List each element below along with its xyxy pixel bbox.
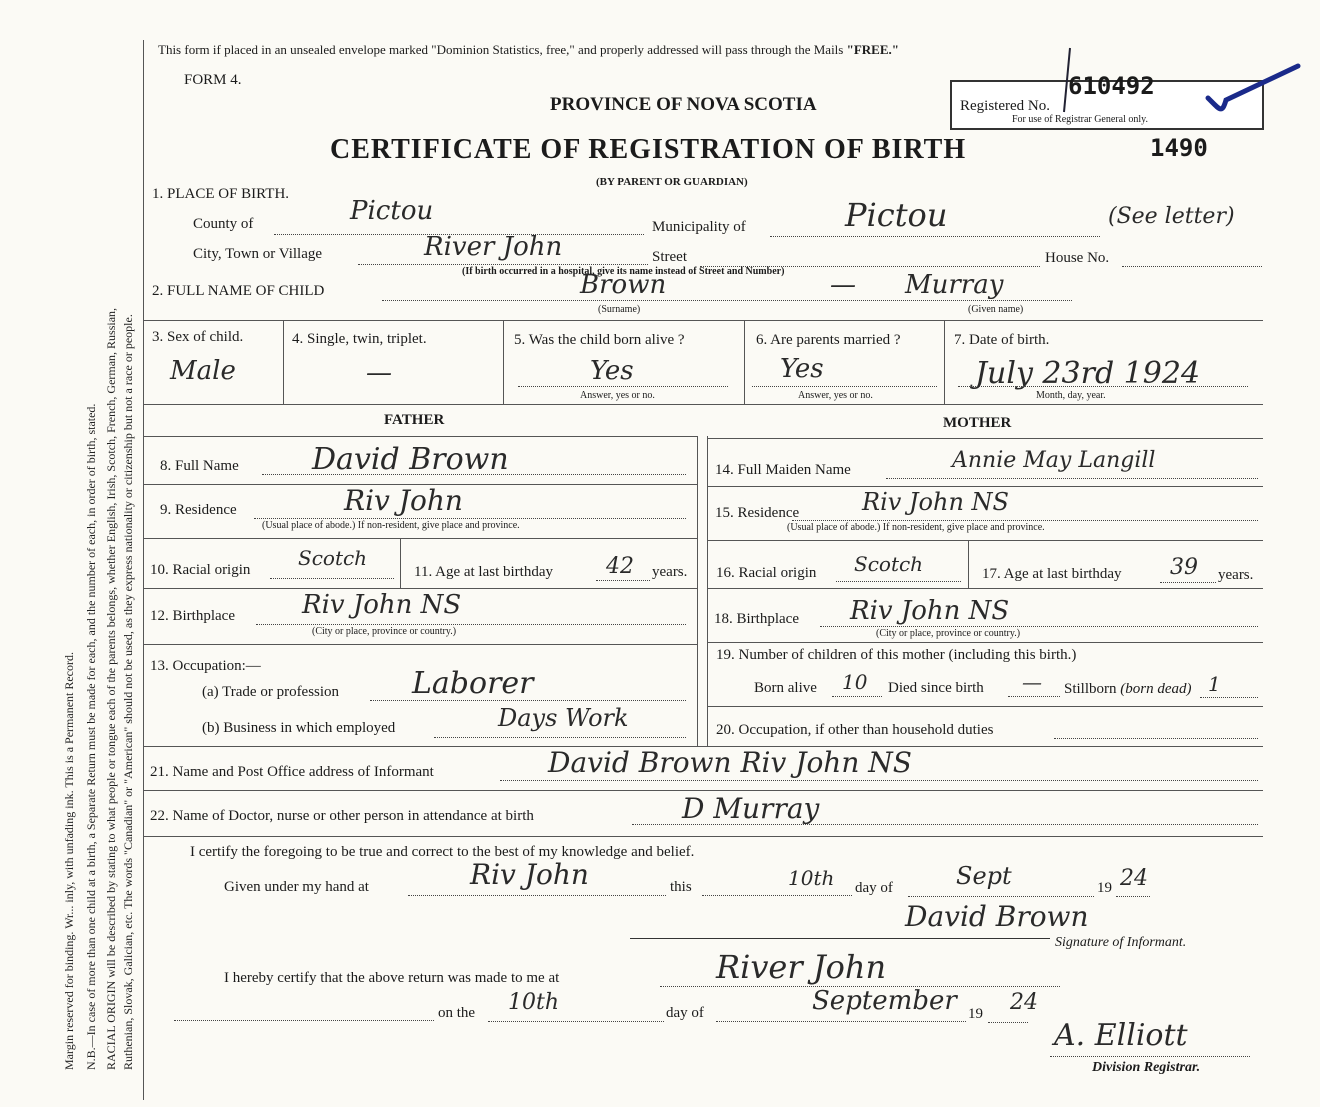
father-heading: FATHER bbox=[384, 412, 445, 428]
registrar-signature: A. Elliott bbox=[1054, 1018, 1188, 1053]
return-month-value: September bbox=[812, 986, 957, 1016]
trade-value: Laborer bbox=[412, 666, 534, 701]
margin-racial-note: RACIAL ORIGIN will be described by stating to what people or tongue each of the parents belongs, whether English, Irish, Scotch, French, German, Russian, bbox=[104, 307, 118, 1070]
given-under-label: Given under my hand at bbox=[224, 879, 369, 895]
born-alive-label: 5. Was the child born alive ? bbox=[514, 332, 685, 348]
municipality-label: Municipality of bbox=[652, 219, 746, 235]
plurality-label: 4. Single, twin, triplet. bbox=[292, 331, 427, 347]
informant-signature: David Brown bbox=[905, 900, 1089, 933]
mother-heading: MOTHER bbox=[943, 415, 1012, 431]
registrar-caption: Division Registrar. bbox=[1092, 1060, 1201, 1075]
mother-residence-label: 15. Residence bbox=[715, 505, 800, 521]
this-label: this bbox=[670, 879, 692, 895]
born-alive-caption: Answer, yes or no. bbox=[580, 390, 655, 401]
municipality-value: Pictou bbox=[845, 196, 948, 234]
parents-married-label: 6. Are parents married ? bbox=[756, 332, 901, 348]
county-value: Pictou bbox=[350, 196, 434, 226]
given-month-value: Sept bbox=[956, 862, 1012, 890]
given-place-value: Riv John bbox=[470, 858, 589, 891]
born-alive-count-label: Born alive bbox=[754, 680, 817, 696]
registrar-use-note: For use of Registrar General only. bbox=[1012, 114, 1148, 125]
margin-racial-note-2: Ruthenian, Slovak, Galician, etc. The words "Canadian" or "American" should not be used, as they express nationality or citizenship but not a race or people. bbox=[121, 314, 135, 1070]
return-place-value: River John bbox=[716, 948, 887, 986]
informant-label: 21. Name and Post Office address of Informant bbox=[150, 764, 434, 780]
on-the-label: on the bbox=[438, 1005, 476, 1021]
child-name-dash: — bbox=[830, 270, 856, 300]
date-of-birth-caption: Month, day, year. bbox=[1036, 390, 1106, 401]
father-age-value: 42 bbox=[606, 554, 634, 579]
father-name-value: David Brown bbox=[312, 442, 509, 477]
sex-value: Male bbox=[170, 356, 236, 386]
return-year-value: 24 bbox=[1010, 990, 1038, 1015]
day-of-label: day of bbox=[855, 880, 893, 896]
stillborn-value: 1 bbox=[1208, 672, 1221, 696]
father-racial-origin-value: Scotch bbox=[298, 546, 368, 570]
mother-occupation-label: 20. Occupation, if other than household duties bbox=[716, 722, 994, 738]
mother-residence-value: Riv John NS bbox=[862, 488, 1009, 516]
mother-age-value: 39 bbox=[1170, 555, 1198, 580]
child-name-label: 2. FULL NAME OF CHILD bbox=[152, 283, 325, 299]
died-since-birth-label: Died since birth bbox=[888, 680, 984, 696]
father-residence-value: Riv John bbox=[344, 484, 463, 517]
children-count-label: 19. Number of children of this mother (including this birth.) bbox=[716, 647, 1077, 663]
house-number-label: House No. bbox=[1045, 250, 1110, 266]
business-label: (b) Business in which employed bbox=[202, 720, 396, 736]
form-number: FORM 4. bbox=[184, 72, 242, 88]
certify-statement: I certify the foregoing to be true and correct to the best of my knowledge and belief. bbox=[190, 844, 695, 860]
municipality-note: (See letter) bbox=[1108, 204, 1235, 229]
trade-label: (a) Trade or profession bbox=[202, 684, 340, 700]
doctor-label: 22. Name of Doctor, nurse or other person in attendance at birth bbox=[150, 808, 534, 824]
mother-racial-origin-label: 16. Racial origin bbox=[716, 565, 817, 581]
plurality-value: — bbox=[366, 358, 392, 388]
stamp-number: 1490 bbox=[1150, 134, 1208, 162]
child-given-name: Murray bbox=[905, 270, 1004, 300]
father-birthplace-value: Riv John NS bbox=[302, 590, 462, 620]
parents-married-value: Yes bbox=[780, 354, 824, 384]
province-heading: PROVINCE OF NOVA SCOTIA bbox=[550, 94, 817, 115]
city-label: City, Town or Village bbox=[193, 246, 323, 262]
return-day-value: 10th bbox=[508, 990, 560, 1015]
county-label: County of bbox=[193, 216, 254, 232]
mother-birthplace-caption: (City or place, province or country.) bbox=[876, 628, 1021, 639]
given-year-value: 24 bbox=[1120, 866, 1148, 891]
mother-birthplace-label: 18. Birthplace bbox=[714, 611, 799, 627]
date-of-birth-value: July 23rd 1924 bbox=[975, 356, 1201, 391]
died-since-birth-value: — bbox=[1022, 670, 1042, 694]
doctor-value: D Murray bbox=[682, 792, 820, 825]
born-alive-value: Yes bbox=[590, 356, 634, 386]
sex-label: 3. Sex of child. bbox=[152, 329, 244, 345]
mother-name-label: 14. Full Maiden Name bbox=[715, 462, 851, 478]
informant-signature-caption: Signature of Informant. bbox=[1055, 935, 1187, 950]
given-day-value: 10th bbox=[788, 866, 835, 890]
surname-caption: (Surname) bbox=[598, 304, 641, 315]
return-certify-label: I hereby certify that the above return was made to me at bbox=[224, 970, 560, 986]
mother-birthplace-value: Riv John NS bbox=[850, 596, 1010, 626]
father-age-years: years. bbox=[652, 564, 688, 580]
year-prefix: 19 bbox=[1097, 880, 1112, 896]
father-name-label: 8. Full Name bbox=[160, 458, 239, 474]
registered-number: 610492 bbox=[1068, 72, 1155, 100]
margin-nb-note: N.B.—In case of more than one child at a birth, a Separate Return must be made for each, and the number of each, in order of birth, stated. bbox=[84, 403, 98, 1070]
place-of-birth-label: 1. PLACE OF BIRTH. bbox=[152, 186, 290, 202]
certificate-subtitle: (BY PARENT OR GUARDIAN) bbox=[596, 176, 748, 188]
certificate-title: CERTIFICATE OF REGISTRATION OF BIRTH bbox=[330, 134, 967, 165]
return-year-prefix: 19 bbox=[968, 1006, 983, 1022]
street-label: Street bbox=[652, 249, 687, 265]
stillborn-label: Stillborn (born dead) bbox=[1064, 681, 1192, 697]
business-value: Days Work bbox=[498, 704, 629, 732]
given-name-caption: (Given name) bbox=[968, 304, 1024, 315]
mother-age-label: 17. Age at last birthday bbox=[982, 566, 1122, 582]
parents-married-caption: Answer, yes or no. bbox=[798, 390, 873, 401]
city-value: River John bbox=[424, 232, 563, 262]
father-occupation-label: 13. Occupation:— bbox=[150, 658, 261, 674]
registered-label: Registered No. bbox=[960, 98, 1050, 114]
check-mark-icon bbox=[1040, 42, 1310, 142]
informant-value: David Brown Riv John NS bbox=[548, 746, 912, 779]
father-birthplace-caption: (City or place, province or country.) bbox=[312, 626, 457, 637]
born-alive-count-value: 10 bbox=[842, 670, 868, 694]
margin-binding-note: Margin reserved for binding. Wr... inly, with unfading ink. This is a Permanent Record. bbox=[62, 651, 76, 1070]
mail-notice: This form if placed in an unsealed envelope marked "Dominion Statistics, free," and properly addressed will pass through the Mails "FREE." bbox=[158, 42, 899, 57]
mother-racial-origin-value: Scotch bbox=[854, 552, 924, 576]
mother-name-value: Annie May Langill bbox=[952, 448, 1156, 473]
father-birthplace-label: 12. Birthplace bbox=[150, 608, 235, 624]
return-day-of-label: day of bbox=[666, 1005, 704, 1021]
hospital-note: (If birth occurred in a hospital, give its name instead of Street and Number) bbox=[462, 266, 785, 277]
mother-residence-caption: (Usual place of abode.) If non-resident, give place and province. bbox=[787, 522, 1045, 533]
father-residence-caption: (Usual place of abode.) If non-resident, give place and province. bbox=[262, 520, 520, 531]
child-surname: Brown bbox=[580, 270, 667, 300]
mother-age-years: years. bbox=[1218, 567, 1254, 583]
date-of-birth-label: 7. Date of birth. bbox=[954, 332, 1050, 348]
father-residence-label: 9. Residence bbox=[160, 502, 237, 518]
father-racial-origin-label: 10. Racial origin bbox=[150, 562, 251, 578]
father-age-label: 11. Age at last birthday bbox=[414, 564, 553, 580]
